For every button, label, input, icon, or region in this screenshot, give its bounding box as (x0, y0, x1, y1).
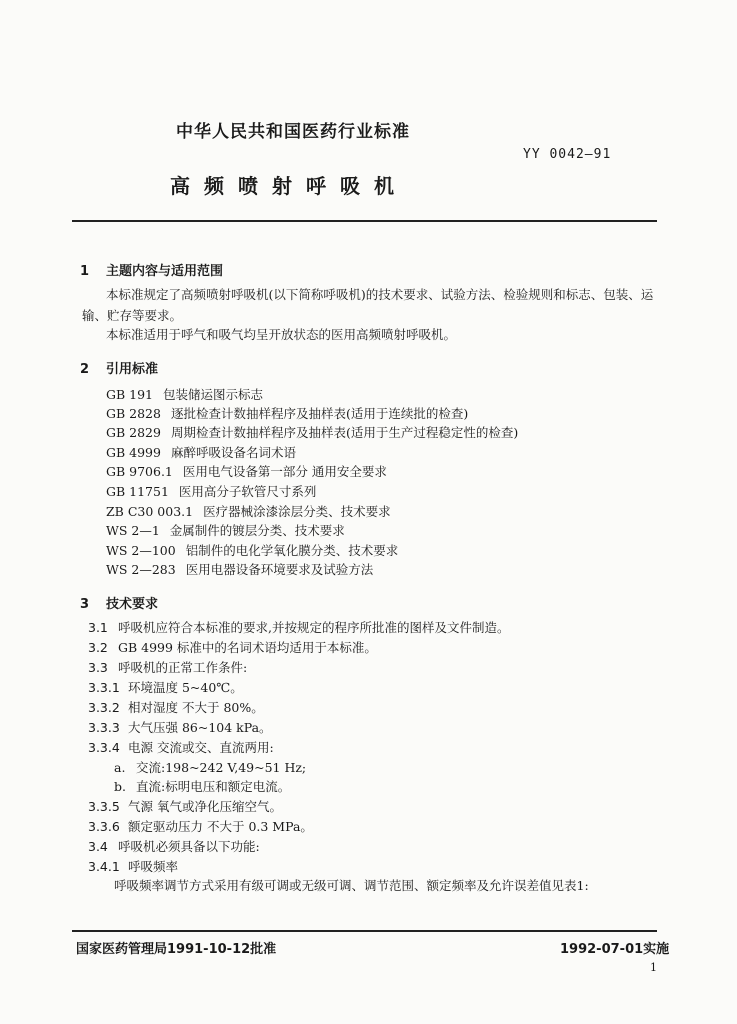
clause-text: 相对湿度 不大于 80%。 (128, 700, 264, 715)
clause-item (88, 857, 178, 875)
reference-code: GB 4999 (106, 445, 161, 460)
reference-item (106, 443, 296, 461)
header-rule (72, 220, 657, 222)
list-text: 直流:标明电压和额定电流。 (136, 779, 291, 794)
reference-item (106, 541, 398, 559)
section-1-para-1-line-2: 输、贮存等要求。 (82, 308, 183, 323)
clause-number: 3.4 (88, 839, 108, 854)
clause-item (88, 678, 243, 696)
reference-title: 金属制件的镀层分类、技术要求 (169, 523, 345, 538)
reference-title: 包装储运图示标志 (163, 387, 264, 402)
reference-title: 麻醉呼吸设备名词术语 (170, 445, 296, 460)
clause-item (88, 638, 377, 656)
standard-category: 中华人民共和国医药行业标准 (176, 122, 410, 142)
clause-item (88, 698, 264, 716)
reference-item (106, 502, 391, 520)
clause-item (88, 618, 509, 636)
reference-item (106, 423, 518, 441)
reference-item (106, 560, 373, 578)
standard-code: YY 0042—91 (523, 147, 612, 162)
section-1-heading (80, 260, 223, 279)
effective-date: 1992-07-01实施 (560, 942, 670, 957)
reference-item (106, 521, 345, 539)
section-3-heading (80, 593, 158, 612)
power-item (114, 758, 306, 776)
reference-code: GB 2828 (106, 406, 161, 421)
section-title: 引用标准 (106, 362, 159, 377)
clause-text: 气源 氧气或净化压缩空气。 (128, 799, 282, 814)
section-title: 技术要求 (106, 597, 159, 612)
clause-text: GB 4999 标准中的名词术语均适用于本标准。 (118, 640, 377, 655)
clause-item (88, 658, 247, 676)
reference-title: 逐批检查计数抽样程序及抽样表(适用于连续批的检查) (170, 406, 469, 421)
footer-rule (72, 930, 657, 932)
section-number: 1 (80, 264, 90, 279)
reference-code: ZB C30 003.1 (106, 504, 194, 519)
clause-number: 3.3 (88, 660, 108, 675)
reference-title: 周期检查计数抽样程序及抽样表(适用于生产过程稳定性的检查) (170, 425, 519, 440)
section-title: 主题内容与适用范围 (106, 264, 224, 279)
clause-item (88, 738, 274, 756)
section-1-para-1-line-1: 本标准规定了高频喷射呼吸机(以下简称呼吸机)的技术要求、试验方法、检验规则和标志、包装、运 (106, 287, 654, 302)
clause-text: 额定驱动压力 不大于 0.3 MPa。 (128, 819, 313, 834)
list-marker: b. (114, 779, 126, 794)
clause-text: 呼吸机应符合本标准的要求,并按规定的程序所批准的图样及文件制造。 (118, 620, 510, 635)
reference-code: GB 11751 (106, 484, 169, 499)
clause-text: 电源 交流或交、直流两用: (128, 740, 274, 755)
section-number: 2 (80, 362, 90, 377)
clause-number: 3.3.2 (88, 700, 120, 715)
reference-item (106, 462, 387, 480)
list-marker: a. (114, 760, 126, 775)
section-1-para-2: 本标准适用于呼气和吸气均呈开放状态的医用高频喷射呼吸机。 (106, 327, 457, 342)
list-text: 交流:198~242 V,49~51 Hz; (136, 760, 307, 775)
clause-paragraph: 呼吸频率调节方式采用有级可调或无级可调、调节范围、额定频率及允许误差值见表1: (114, 878, 589, 893)
reference-code: WS 2—1 (106, 523, 160, 538)
reference-title: 铝制件的电化学氧化膜分类、技术要求 (185, 543, 399, 558)
clause-number: 3.3.1 (88, 680, 120, 695)
reference-code: GB 9706.1 (106, 464, 173, 479)
reference-title: 医疗器械涂漆涂层分类、技术要求 (203, 504, 391, 519)
clause-number: 3.1 (88, 620, 108, 635)
clause-number: 3.3.4 (88, 740, 120, 755)
document-title: 高频喷射呼吸机 (170, 174, 408, 198)
reference-code: WS 2—283 (106, 562, 176, 577)
reference-title: 医用高分子软管尺寸系列 (178, 484, 317, 499)
clause-item (88, 817, 313, 835)
clause-item (88, 797, 282, 815)
clause-number: 3.4.1 (88, 859, 120, 874)
section-number: 3 (80, 597, 90, 612)
reference-item (106, 482, 316, 500)
clause-item (88, 718, 272, 736)
reference-code: GB 191 (106, 387, 154, 402)
reference-item (106, 404, 468, 422)
page-number: 1 (650, 961, 657, 974)
clause-text: 呼吸机必须具备以下功能: (118, 839, 260, 854)
reference-item (106, 385, 263, 403)
power-item (114, 777, 290, 795)
clause-text: 环境温度 5~40℃。 (128, 680, 243, 695)
clause-number: 3.2 (88, 640, 108, 655)
clause-text: 大气压强 86~104 kPa。 (128, 720, 272, 735)
approval-date: 国家医药管理局1991-10-12批准 (76, 942, 277, 957)
reference-code: WS 2—100 (106, 543, 176, 558)
clause-number: 3.3.3 (88, 720, 120, 735)
clause-text: 呼吸频率 (128, 859, 179, 874)
reference-code: GB 2829 (106, 425, 161, 440)
clause-number: 3.3.6 (88, 819, 120, 834)
clause-number: 3.3.5 (88, 799, 120, 814)
clause-item (88, 837, 260, 855)
clause-text: 呼吸机的正常工作条件: (118, 660, 248, 675)
reference-title: 医用电器设备环境要求及试验方法 (185, 562, 374, 577)
reference-title: 医用电气设备第一部分 通用安全要求 (182, 464, 387, 479)
section-2-heading (80, 358, 158, 377)
